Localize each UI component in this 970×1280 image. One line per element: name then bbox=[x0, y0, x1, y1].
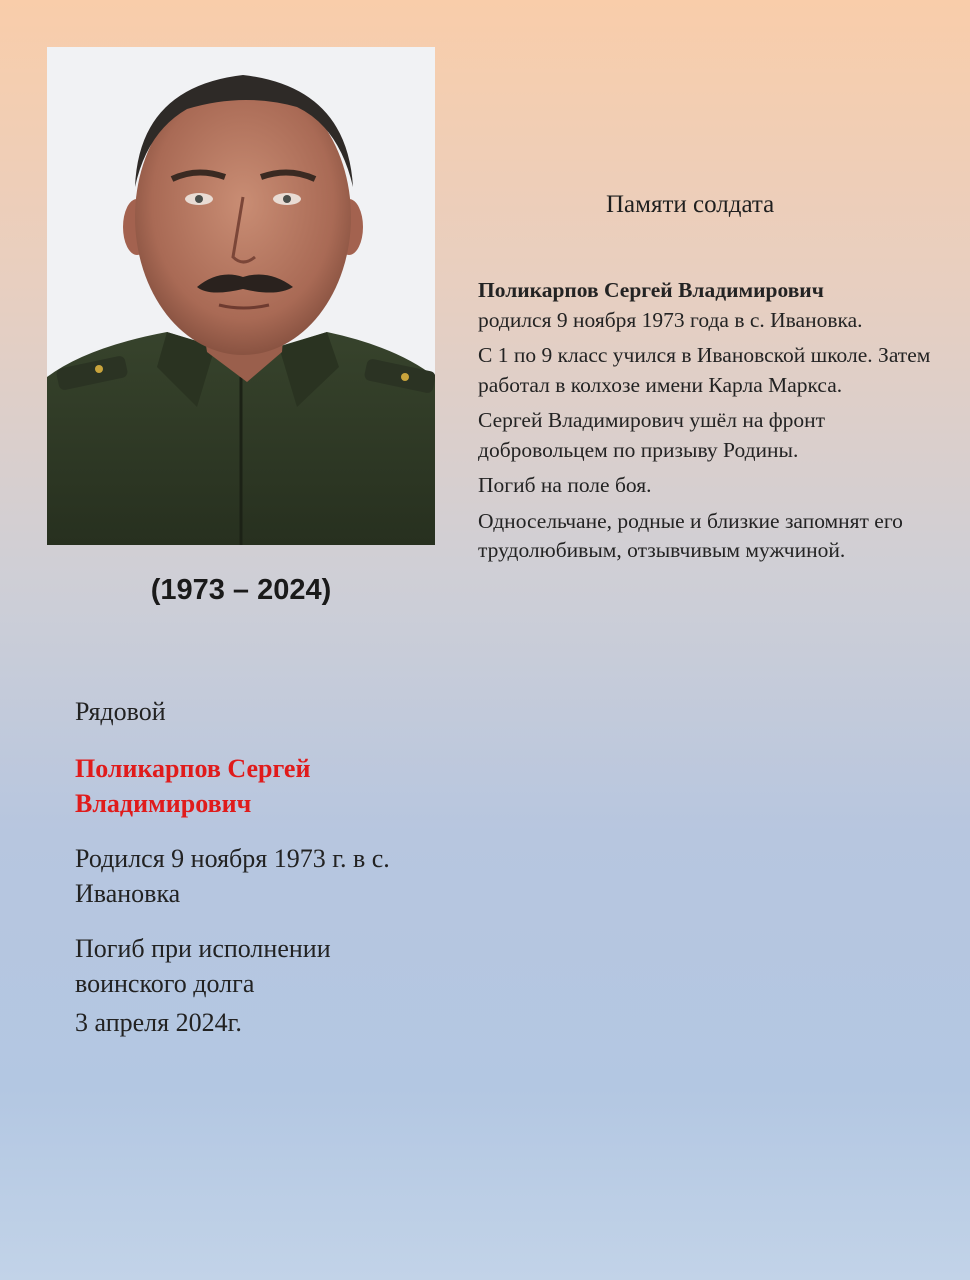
bio-paragraph-school: С 1 по 9 класс учился в Ивановской школе. Затем работал в колхозе имени Карла Маркса. bbox=[478, 343, 931, 397]
death-info: Погиб при исполнении воинского долга bbox=[75, 934, 331, 998]
bio-paragraph-memory: Односельчане, родные и близкие запомнят его трудолюбивым, отзывчивым мужчиной. bbox=[478, 508, 903, 562]
bio-paragraph-front: Сергей Владимирович ушёл на фронт добровольцем по призыву Родины. bbox=[478, 408, 826, 462]
memorial-card bbox=[75, 694, 405, 1040]
memory-title: Памяти солдата bbox=[606, 191, 775, 218]
soldier-name: Поликарпов Сергей Владимирович bbox=[75, 754, 311, 818]
bio-birth-line: родился 9 ноября 1973 года в с. Ивановка. bbox=[478, 307, 863, 332]
death-date: 3 апреля 2024г. bbox=[75, 1008, 242, 1037]
soldier-portrait-photo bbox=[47, 47, 435, 545]
bio-paragraph-death: Погиб на поле боя. bbox=[478, 473, 652, 497]
rank-label: Рядовой bbox=[75, 697, 166, 726]
bio-paragraph-birth bbox=[478, 276, 948, 335]
biography bbox=[478, 276, 948, 572]
bio-name: Поликарпов Сергей Владимирович bbox=[478, 278, 824, 302]
life-years: (1973 – 2024) bbox=[150, 574, 332, 606]
birth-info: Родился 9 ноября 1973 г. в с. Ивановка bbox=[75, 844, 390, 908]
